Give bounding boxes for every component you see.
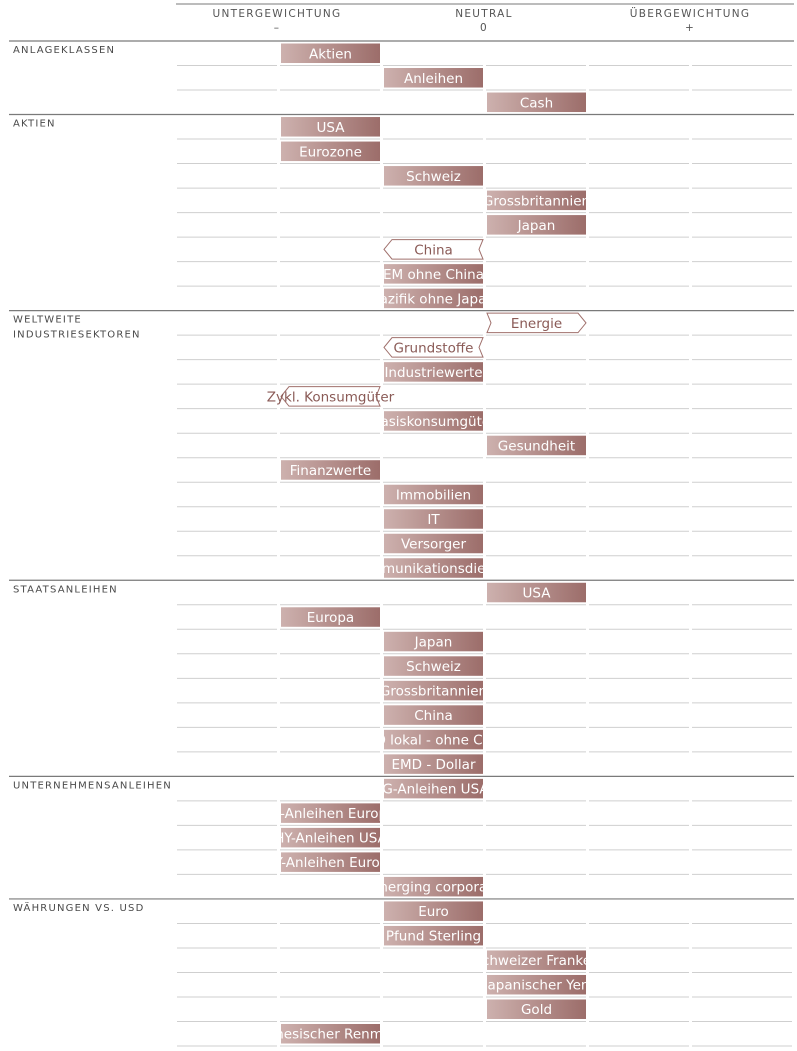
bar-label: Anleihen: [403, 70, 464, 87]
group-label: UNTERNEHMENSANLEIHEN: [13, 780, 172, 792]
header-underweight: UNTERGEWICHTUNG: [212, 8, 342, 20]
arrow-bar-label: Grundstoffe: [393, 340, 474, 357]
bar-label: Pazifik ohne Japan: [372, 291, 495, 308]
arrow-bar-label: Energie: [510, 315, 563, 332]
bar-label: Industriewerte: [384, 364, 483, 381]
bar-label: Schweiz: [406, 659, 461, 676]
bar-label: Japan: [517, 217, 556, 234]
arrow-bar-label: China: [414, 242, 453, 259]
bar-label: Eurozone: [299, 144, 362, 161]
bar-label: EM ohne China: [383, 266, 484, 283]
header-overweight-symbol: +: [684, 22, 696, 34]
bar-label: Euro: [418, 904, 449, 921]
bar-label: Kommunikationsdienste: [352, 561, 515, 578]
arrow-bar-label: Zykl. Konsumgüter: [266, 389, 395, 406]
bar-label: Basiskonsumgüter: [371, 413, 496, 430]
bar-label: Japan: [414, 634, 453, 651]
bar-label: Pfund Sterling: [385, 928, 482, 945]
bar-label: IT: [427, 511, 440, 528]
group-label: ANLAGEKLASSEN: [13, 45, 116, 56]
bar-label: USA: [316, 119, 345, 136]
bar-label: IG-Anleihen Europa: [265, 806, 396, 823]
bar-label: Schweizer Franken: [473, 953, 600, 970]
group-label: STAATSANLEIHEN: [13, 584, 118, 596]
group-label-line2: INDUSTRIESEKTOREN: [13, 329, 141, 341]
bar-label: Grossbritannien: [482, 193, 591, 210]
bar-label: Gold: [520, 1002, 553, 1019]
header-overweight: ÜBERGEWICHTUNG: [629, 8, 751, 20]
bar-label: Grossbritannien: [379, 683, 488, 700]
bar-label: IG-Anleihen USA: [378, 781, 489, 798]
bar-label: China: [414, 708, 453, 725]
bar-label: Gesundheit: [497, 438, 576, 455]
bar-label: HY-Anleihen Europa: [264, 855, 397, 872]
bar-label: USA: [522, 585, 551, 602]
group-label: WELTWEITE: [13, 314, 82, 326]
bar-label: Emerging corporate: [366, 879, 501, 896]
group-label: WÄHRUNGEN VS. USD: [13, 902, 145, 914]
header-underweight-symbol: –: [273, 22, 281, 34]
bar-label: Schweiz: [406, 168, 461, 185]
bar-label: Europa: [306, 610, 355, 627]
header-neutral-symbol: 0: [480, 22, 488, 34]
bar-label: Cash: [519, 95, 554, 112]
bar-label: Chinesischer Renminbi: [253, 1026, 408, 1043]
bar-label: HY-Anleihen USA: [274, 830, 387, 847]
bar-label: Japanischer Yen: [483, 977, 590, 994]
group-label: AKTIEN: [13, 118, 56, 130]
bar-label: Aktien: [309, 46, 352, 63]
bar-label: Versorger: [400, 536, 467, 553]
bar-label: EMD lokal - ohne China: [355, 732, 512, 749]
bar-label: EMD - Dollar: [391, 757, 476, 774]
bar-label: Immobilien: [395, 487, 472, 504]
header-neutral: NEUTRAL: [455, 8, 513, 20]
bar-label: Finanzwerte: [289, 462, 372, 479]
